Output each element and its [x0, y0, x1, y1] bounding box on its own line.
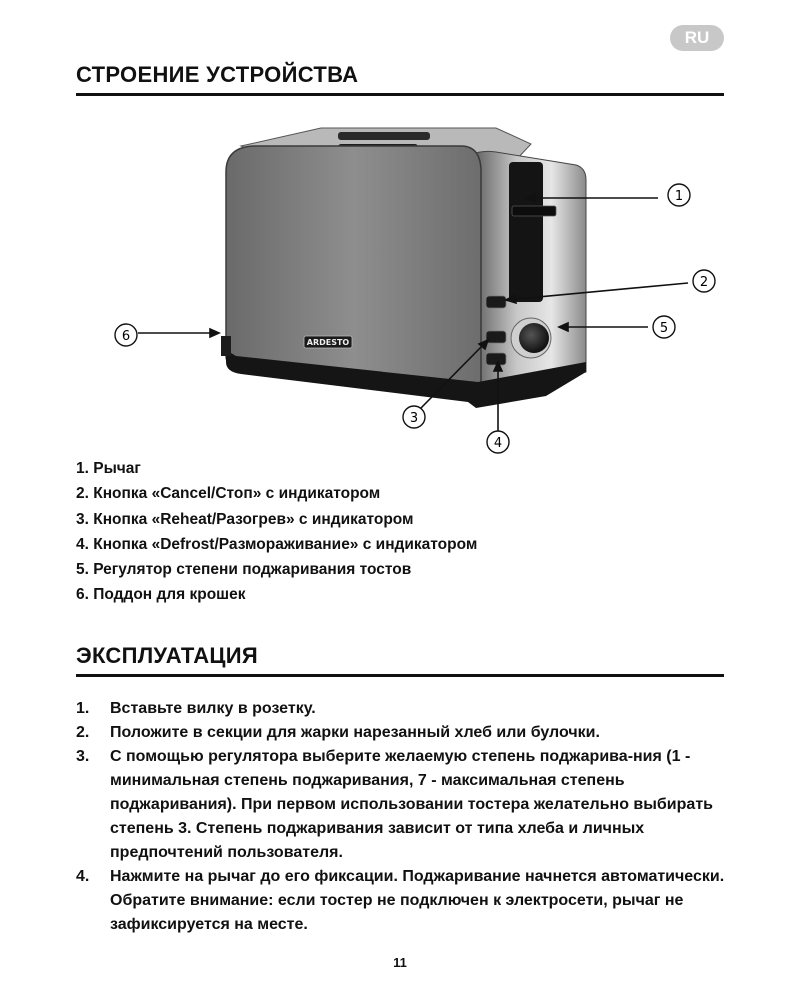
callout-4: 4 — [493, 436, 503, 451]
title-divider — [76, 674, 724, 677]
page-number: 11 — [393, 955, 407, 970]
toaster-diagram — [76, 110, 724, 460]
operation-steps — [76, 697, 726, 937]
callout-1: 1 — [674, 189, 684, 204]
section-title-structure: СТРОЕНИЕ УСТРОЙСТВА — [76, 62, 359, 87]
step-item — [76, 697, 726, 721]
part-item: 1. Рычаг — [76, 460, 141, 477]
part-item: 2. Кнопка «Cancel/Стоп» с индикатором — [76, 485, 381, 503]
step-text: Вставьте вилку в розетку. — [110, 700, 316, 717]
bread-slot-back — [338, 132, 430, 140]
step-number: 3. — [76, 748, 90, 765]
part-item: 6. Поддон для крошек — [76, 586, 246, 604]
step-number: 2. — [76, 724, 90, 741]
part-item: 5. Регулятор степени поджаривания тостов — [76, 561, 412, 579]
part-item: 4. Кнопка «Defrost/Размораживание» с индикатором — [76, 535, 478, 553]
step-item — [76, 745, 726, 865]
brand-logo: ARDESTO — [306, 338, 350, 347]
callout-6: 6 — [121, 329, 131, 344]
callout-2: 2 — [699, 275, 709, 290]
step-item — [76, 865, 726, 937]
part-item: 3. Кнопка «Reheat/Разогрев» с индикатором — [76, 510, 414, 528]
step-text: Положите в секции для жарки нарезанный хлеб или булочки. — [110, 724, 600, 741]
lever-channel — [509, 162, 543, 302]
browning-knob — [519, 323, 549, 353]
callout-3: 3 — [409, 411, 419, 426]
step-number: 1. — [76, 700, 90, 717]
defrost-button — [486, 353, 506, 365]
step-number: 4. — [76, 868, 90, 885]
toaster-body — [226, 146, 481, 394]
step-text: Нажмите на рычаг до его фиксации. Поджаривание начнется автоматически. Обратите внимание: если тостер не подключен к электросети, рычаг не зафиксируется на месте. — [110, 868, 725, 933]
lever — [512, 206, 556, 216]
reheat-button — [486, 331, 506, 343]
section-title-operation: ЭКСПЛУАТАЦИЯ — [76, 643, 258, 668]
step-text: С помощью регулятора выберите желаемую степень поджарива-ния (1 - минимальная степень поджаривания, 7 - максимальная степень поджаривания). При первом использовании тостера желательно выбирать степень 3. Степень поджаривания зависит от типа хлеба и личных предпочтений пользователя. — [110, 748, 713, 861]
title-divider — [76, 93, 724, 96]
crumb-tray — [221, 336, 231, 356]
callout-5: 5 — [659, 321, 669, 336]
parts-list — [76, 456, 477, 608]
cancel-button — [486, 296, 506, 308]
step-item — [76, 721, 726, 745]
language-badge: RU — [670, 25, 724, 51]
